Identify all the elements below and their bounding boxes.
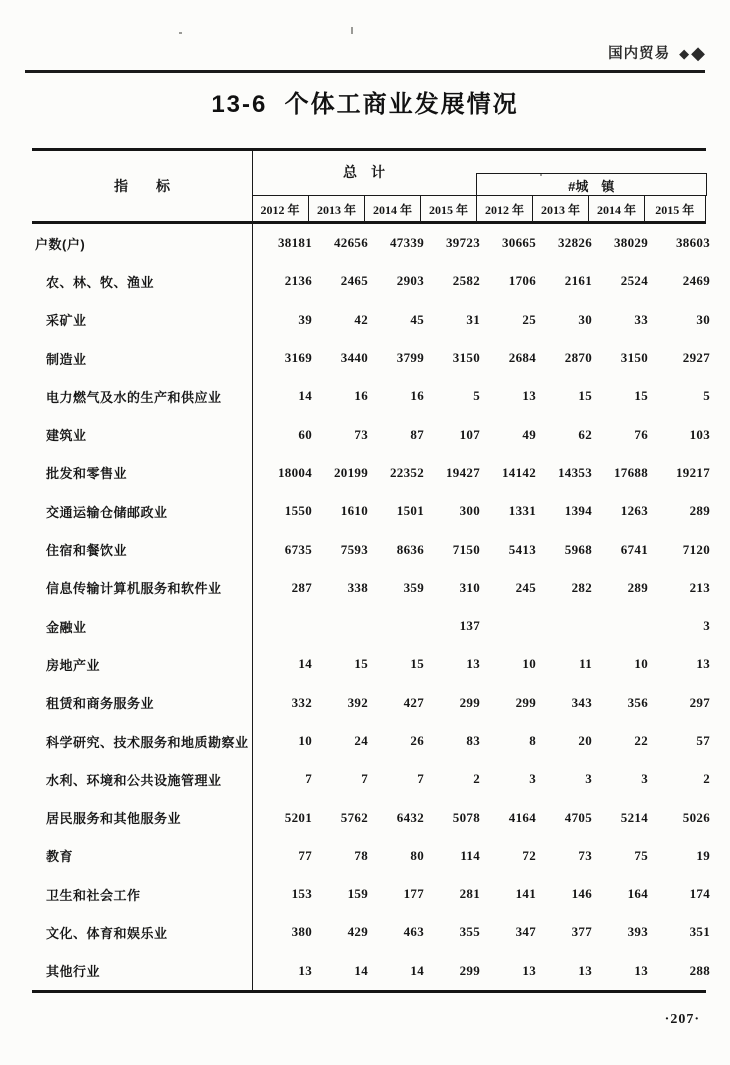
cell-value: 20	[578, 733, 592, 748]
row-label: 建筑业	[46, 428, 87, 444]
cell-value: 15	[410, 656, 424, 672]
table-row	[32, 607, 710, 645]
table-row	[32, 722, 710, 760]
chapter-header-label: 国内贸易	[608, 46, 671, 62]
table-header	[32, 151, 706, 224]
cell-value: 10	[634, 656, 648, 672]
cell-value: 24	[354, 733, 368, 748]
indicator-column-header: 指 标	[114, 178, 170, 194]
cell-value: 1263	[620, 503, 648, 519]
cell-value: 5078	[452, 809, 480, 825]
row-label: 交通运输仓储邮政业	[46, 504, 168, 520]
cell-value: 19427	[446, 464, 480, 480]
cell-value: 159	[347, 886, 368, 902]
cell-value: 16	[410, 388, 424, 404]
cell-value: 4705	[564, 809, 592, 825]
cell-value: 137	[459, 618, 480, 634]
table-row	[32, 377, 710, 415]
cell-value: 14142	[502, 464, 536, 480]
cell-value: 429	[347, 924, 368, 940]
cell-value: 6735	[284, 541, 312, 557]
cell-value: 299	[459, 694, 480, 710]
cell-value: 80	[410, 847, 424, 863]
cell-value: 1610	[340, 503, 368, 519]
cell-value: 15	[578, 388, 592, 404]
cell-value: 76	[634, 426, 648, 442]
row-label: 采矿业	[46, 313, 87, 329]
table-row	[32, 301, 710, 339]
cell-value: 1501	[396, 503, 424, 519]
cell-value: 33	[634, 311, 648, 327]
cell-value: 3799	[396, 350, 424, 366]
cell-value: 13	[634, 962, 648, 978]
cell-value: 38181	[278, 235, 312, 251]
cell-value: 114	[460, 847, 480, 863]
table-row	[32, 339, 710, 377]
cell-value: 347	[515, 924, 536, 940]
cell-value: 2	[473, 771, 480, 787]
cell-value: 78	[354, 847, 368, 863]
cell-value: 380	[291, 924, 312, 940]
table-row	[32, 415, 710, 453]
cell-value: 281	[459, 886, 480, 902]
cell-value: 359	[403, 579, 424, 595]
cell-value: 427	[403, 694, 424, 710]
cell-value: 107	[459, 426, 480, 442]
cell-value: 17688	[614, 464, 648, 480]
row-label: 户数(户)	[35, 236, 86, 252]
cell-value: 1550	[284, 503, 312, 519]
year-header: 2012 年	[476, 196, 532, 222]
page-number: ·207·	[664, 1012, 700, 1027]
cell-value: 5968	[564, 541, 592, 557]
table-row	[32, 492, 710, 530]
cell-value: 73	[578, 847, 592, 863]
cell-value: 6741	[620, 541, 648, 557]
year-header: 2012 年	[260, 202, 300, 217]
cell-value: 2903	[396, 273, 424, 289]
row-label: 科学研究、技术服务和地质勘察业	[46, 734, 249, 750]
row-label: 农、林、牧、渔业	[46, 274, 155, 290]
cell-value: 3169	[284, 350, 312, 366]
cell-value: 13	[578, 962, 592, 978]
cell-value: 19	[696, 847, 710, 863]
year-header-row	[252, 195, 706, 222]
cell-value: 153	[291, 886, 312, 902]
cell-value: 177	[403, 886, 424, 902]
row-label: 制造业	[46, 351, 87, 367]
cell-value: 26	[410, 733, 424, 748]
cell-value: 22352	[390, 464, 424, 480]
row-label: 其他行业	[46, 964, 101, 980]
row-label: 居民服务和其他服务业	[46, 811, 182, 827]
scan-speck	[179, 32, 182, 34]
table-row	[32, 760, 710, 798]
table-row	[32, 798, 710, 836]
diamond-icon: ◆	[691, 43, 706, 63]
cell-value: 30	[696, 311, 710, 327]
cell-value: 30	[578, 311, 592, 327]
cell-value: 7	[417, 771, 424, 787]
diamond-icon: ◆	[679, 46, 691, 61]
year-header: 2013 年	[532, 196, 588, 222]
cell-value: 31	[466, 311, 480, 327]
cell-value: 5	[473, 388, 480, 404]
cell-value: 297	[689, 694, 710, 710]
cell-value: 2469	[682, 273, 710, 289]
cell-value: 164	[627, 886, 648, 902]
cell-value: 42656	[334, 235, 368, 251]
row-label: 文化、体育和娱乐业	[46, 925, 168, 941]
row-label: 住宿和餐饮业	[46, 543, 128, 559]
cell-value: 332	[291, 694, 312, 710]
cell-value: 47339	[390, 235, 424, 251]
cell-value: 2870	[564, 350, 592, 366]
row-label: 信息传输计算机服务和软件业	[46, 581, 222, 597]
cell-value: 75	[634, 847, 648, 863]
cell-value: 7	[305, 771, 312, 787]
cell-value: 49	[522, 426, 536, 442]
cell-value: 355	[459, 924, 480, 940]
cell-value: 13	[696, 656, 710, 672]
cell-value: 8636	[396, 541, 424, 557]
year-header: 2015 年	[644, 196, 705, 222]
cell-value: 13	[466, 656, 480, 672]
cell-value: 60	[298, 426, 312, 442]
row-label: 租赁和商务服务业	[46, 696, 155, 712]
cell-value: 245	[515, 579, 536, 595]
cell-value: 5201	[284, 809, 312, 825]
cell-value: 38603	[676, 235, 710, 251]
cell-value: 19217	[676, 464, 710, 480]
cell-value: 30665	[502, 235, 536, 251]
cell-value: 299	[515, 694, 536, 710]
table-row	[32, 454, 710, 492]
cell-value: 3440	[340, 350, 368, 366]
cell-value: 3150	[452, 350, 480, 366]
cell-value: 14	[298, 388, 312, 404]
table-row	[32, 684, 710, 722]
table-row	[32, 875, 710, 913]
cell-value: 1706	[508, 273, 536, 289]
cell-value: 16	[354, 388, 368, 404]
cell-value: 38029	[614, 235, 648, 251]
cell-value: 7150	[452, 541, 480, 557]
cell-value: 288	[689, 962, 710, 978]
cell-value: 73	[354, 426, 368, 442]
year-header: 2013 年	[308, 196, 364, 222]
cell-value: 18004	[278, 464, 312, 480]
cell-value: 8	[529, 733, 536, 748]
cell-value: 57	[696, 733, 710, 748]
cell-value: 13	[298, 962, 312, 978]
cell-value: 282	[571, 579, 592, 595]
table-body	[32, 224, 710, 993]
cell-value: 2524	[620, 273, 648, 289]
statistics-table	[32, 148, 710, 993]
cell-value: 22	[634, 733, 648, 748]
cell-value: 310	[459, 579, 480, 595]
cell-value: 300	[459, 503, 480, 519]
cell-value: 14353	[558, 464, 592, 480]
cell-value: 11	[579, 656, 592, 672]
cell-value: 338	[347, 579, 368, 595]
cell-value: 45	[410, 311, 424, 327]
cell-value: 14	[354, 962, 368, 978]
cell-value: 174	[689, 886, 710, 902]
cell-value: 213	[689, 579, 710, 595]
cell-value: 5762	[340, 809, 368, 825]
cell-value: 141	[515, 886, 536, 902]
row-label: 房地产业	[46, 657, 101, 673]
cell-value: 2927	[682, 350, 710, 366]
cell-value: 14	[410, 962, 424, 978]
cell-value: 2136	[284, 273, 312, 289]
cell-value: 15	[354, 656, 368, 672]
cell-value: 463	[403, 924, 424, 940]
cell-value: 5214	[620, 809, 648, 825]
cell-value: 20199	[334, 464, 368, 480]
table-row	[32, 262, 710, 300]
cell-value: 62	[578, 426, 592, 442]
row-label: 水利、环境和公共设施管理业	[46, 772, 222, 788]
row-label: 批发和零售业	[46, 466, 128, 482]
table-row	[32, 952, 710, 990]
cell-value: 13	[522, 388, 536, 404]
cell-value: 3	[703, 618, 710, 634]
cell-value: 72	[522, 847, 536, 863]
cell-value: 77	[298, 847, 312, 863]
cell-value: 2465	[340, 273, 368, 289]
year-header: 2014 年	[588, 196, 644, 222]
cell-value: 356	[627, 694, 648, 710]
cell-value: 377	[571, 924, 592, 940]
header-rule	[25, 70, 705, 73]
cell-value: 2161	[564, 273, 592, 289]
cell-value: 39	[298, 311, 312, 327]
cell-value: 25	[522, 311, 536, 327]
cell-value: 393	[627, 924, 648, 940]
cell-value: 1331	[508, 503, 536, 519]
cell-value: 2	[703, 771, 710, 787]
row-label: 金融业	[46, 619, 87, 635]
year-header: 2014 年	[364, 196, 420, 222]
cell-value: 39723	[446, 235, 480, 251]
cell-value: 289	[627, 579, 648, 595]
table-column-divider	[252, 151, 254, 990]
cell-value: 42	[354, 311, 368, 327]
cell-value: 146	[571, 886, 592, 902]
cell-value: 5026	[682, 809, 710, 825]
cell-value: 7593	[340, 541, 368, 557]
cell-value: 289	[689, 503, 710, 519]
cell-value: 343	[571, 694, 592, 710]
cell-value: 14	[298, 656, 312, 672]
cell-value: 351	[689, 924, 710, 940]
cell-value: 287	[291, 579, 312, 595]
cell-value: 3	[641, 771, 648, 787]
cell-value: 3150	[620, 350, 648, 366]
cell-value: 87	[410, 426, 424, 442]
urban-group-header: #城 镇	[476, 173, 707, 196]
cell-value: 5413	[508, 541, 536, 557]
cell-value: 15	[634, 388, 648, 404]
cell-value: 1394	[564, 503, 592, 519]
chapter-header	[608, 42, 706, 64]
table-row	[32, 837, 710, 875]
table-row	[32, 645, 710, 683]
cell-value: 13	[522, 962, 536, 978]
cell-value: 7	[361, 771, 368, 787]
cell-value: 392	[347, 694, 368, 710]
scan-speck	[351, 27, 353, 34]
cell-value: 10	[298, 733, 312, 748]
year-header: 2015 年	[420, 196, 476, 222]
row-label: 电力燃气及水的生产和供应业	[46, 389, 222, 405]
total-group-header: 总 计	[343, 164, 385, 180]
cell-value: 32826	[558, 235, 592, 251]
cell-value: 103	[689, 426, 710, 442]
page-title: 13-6 个体工商业发展情况	[211, 91, 519, 118]
cell-value: 6432	[396, 809, 424, 825]
table-row	[32, 569, 710, 607]
table-row	[32, 224, 710, 262]
cell-value: 3	[585, 771, 592, 787]
table-row	[32, 530, 710, 568]
cell-value: 83	[466, 733, 480, 748]
row-label: 教育	[46, 849, 74, 865]
cell-value: 4164	[508, 809, 536, 825]
cell-value: 2684	[508, 350, 536, 366]
row-label: 卫生和社会工作	[46, 887, 141, 903]
cell-value: 5	[703, 388, 710, 404]
cell-value: 3	[529, 771, 536, 787]
table-row	[32, 913, 710, 951]
cell-value: 2582	[452, 273, 480, 289]
cell-value: 299	[459, 962, 480, 978]
cell-value: 7120	[682, 541, 710, 557]
cell-value: 10	[522, 656, 536, 672]
